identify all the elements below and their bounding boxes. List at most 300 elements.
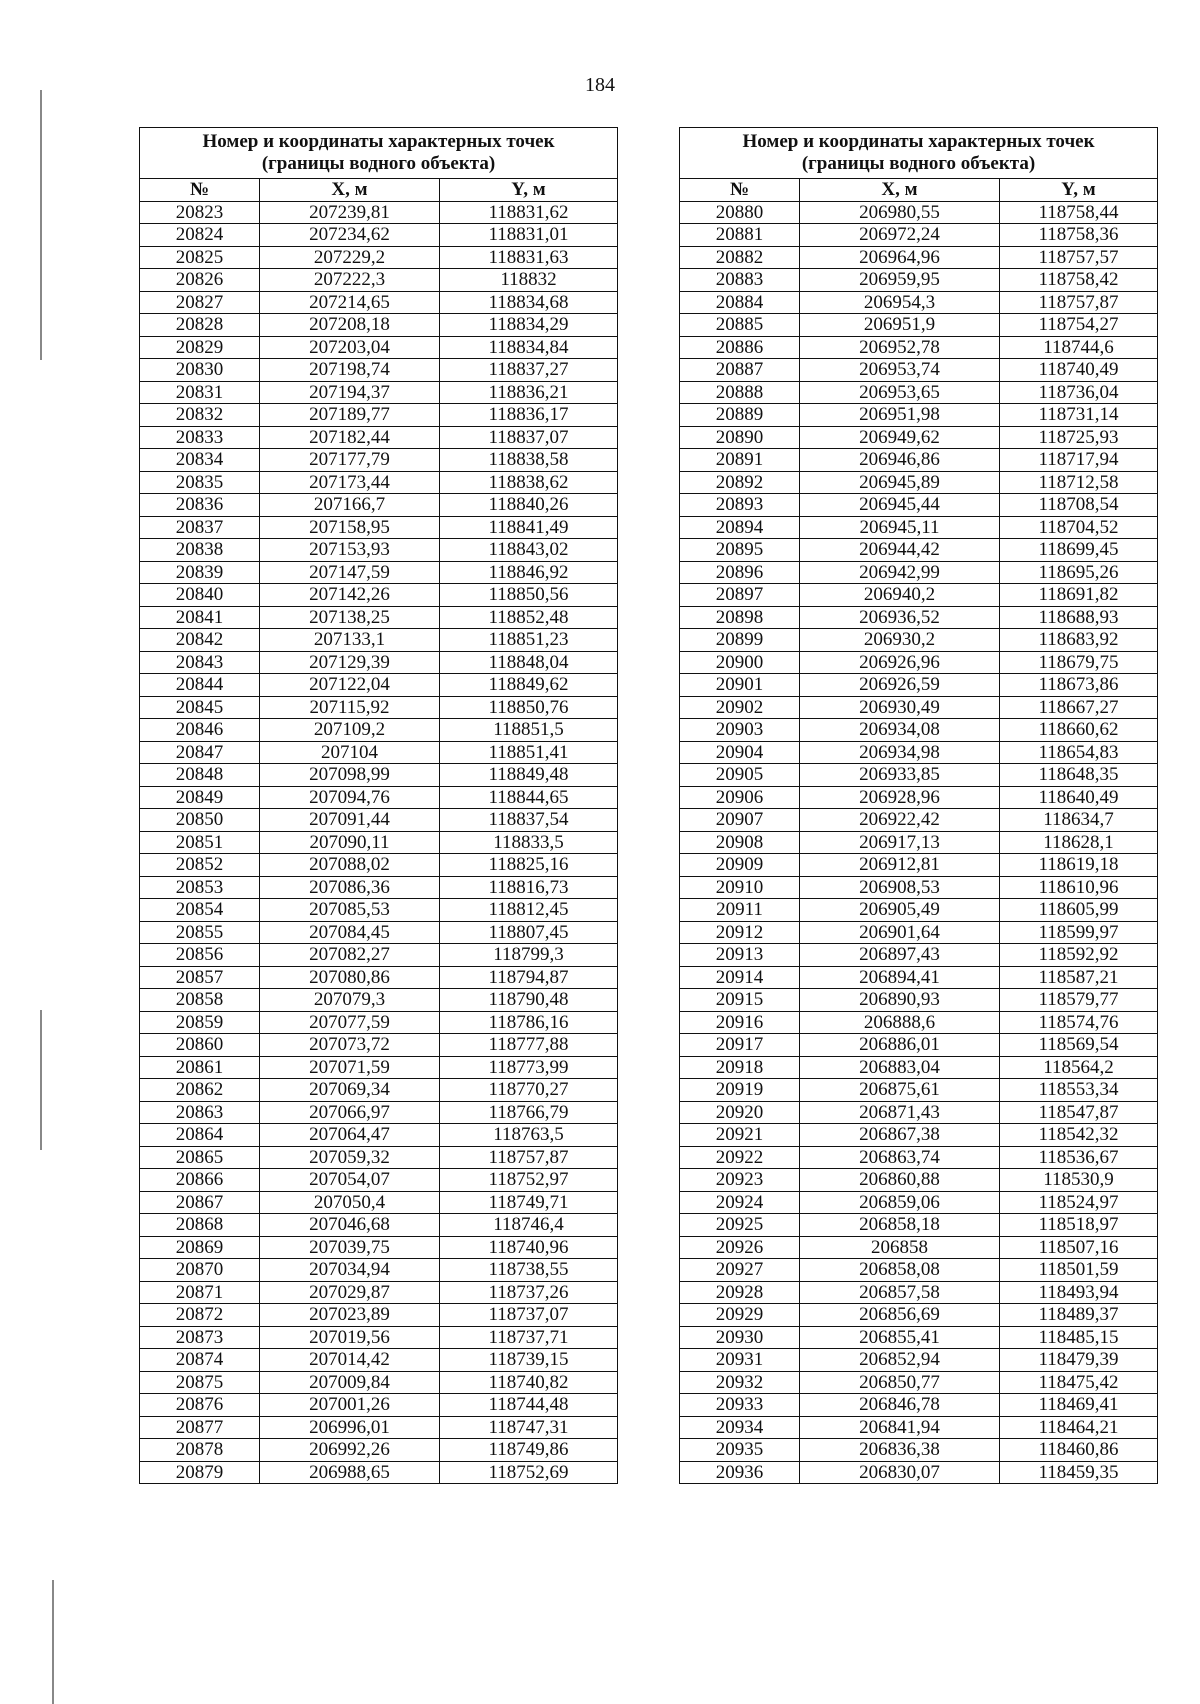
cell-y-coordinate: 118479,39 [1000, 1349, 1158, 1372]
cell-x-coordinate: 207039,75 [260, 1236, 440, 1259]
cell-point-number: 20846 [140, 719, 260, 742]
cell-y-coordinate: 118831,01 [440, 224, 618, 247]
cell-point-number: 20886 [680, 336, 800, 359]
cell-point-number: 20909 [680, 854, 800, 877]
cell-y-coordinate: 118850,56 [440, 584, 618, 607]
cell-y-coordinate: 118757,87 [1000, 291, 1158, 314]
cell-y-coordinate: 118757,57 [1000, 246, 1158, 269]
table-row [140, 224, 618, 247]
cell-point-number: 20835 [140, 471, 260, 494]
cell-y-coordinate: 118485,15 [1000, 1326, 1158, 1349]
cell-x-coordinate: 206836,38 [800, 1439, 1000, 1462]
cell-y-coordinate: 118717,94 [1000, 449, 1158, 472]
cell-y-coordinate: 118530,9 [1000, 1169, 1158, 1192]
cell-point-number: 20900 [680, 651, 800, 674]
cell-point-number: 20851 [140, 831, 260, 854]
cell-x-coordinate: 207153,93 [260, 539, 440, 562]
cell-point-number: 20923 [680, 1169, 800, 1192]
table-row [680, 1259, 1158, 1282]
cell-x-coordinate: 207014,42 [260, 1349, 440, 1372]
cell-y-coordinate: 118834,68 [440, 291, 618, 314]
table-row [680, 426, 1158, 449]
cell-point-number: 20936 [680, 1461, 800, 1484]
cell-point-number: 20837 [140, 516, 260, 539]
cell-x-coordinate: 206856,69 [800, 1304, 1000, 1327]
cell-y-coordinate: 118619,18 [1000, 854, 1158, 877]
table-row [140, 336, 618, 359]
cell-x-coordinate: 206922,42 [800, 809, 1000, 832]
cell-y-coordinate: 118469,41 [1000, 1394, 1158, 1417]
table-row [680, 269, 1158, 292]
cell-y-coordinate: 118493,94 [1000, 1281, 1158, 1304]
table-row [680, 1101, 1158, 1124]
cell-x-coordinate: 206933,85 [800, 764, 1000, 787]
cell-y-coordinate: 118749,86 [440, 1439, 618, 1462]
table-caption [140, 128, 618, 179]
cell-point-number: 20908 [680, 831, 800, 854]
table-row [140, 1011, 618, 1034]
cell-point-number: 20902 [680, 696, 800, 719]
cell-y-coordinate: 118725,93 [1000, 426, 1158, 449]
cell-y-coordinate: 118740,96 [440, 1236, 618, 1259]
cell-x-coordinate: 207138,25 [260, 606, 440, 629]
cell-x-coordinate: 206949,62 [800, 426, 1000, 449]
table-row [680, 1281, 1158, 1304]
column-header-x: X, м [800, 179, 1000, 202]
cell-point-number: 20860 [140, 1034, 260, 1057]
table-row [680, 719, 1158, 742]
cell-y-coordinate: 118731,14 [1000, 404, 1158, 427]
cell-point-number: 20880 [680, 201, 800, 224]
cell-x-coordinate: 206860,88 [800, 1169, 1000, 1192]
table-row [680, 1056, 1158, 1079]
cell-point-number: 20866 [140, 1169, 260, 1192]
cell-x-coordinate: 207080,86 [260, 966, 440, 989]
cell-x-coordinate: 207158,95 [260, 516, 440, 539]
cell-x-coordinate: 206940,2 [800, 584, 1000, 607]
cell-x-coordinate: 206841,94 [800, 1416, 1000, 1439]
cell-point-number: 20852 [140, 854, 260, 877]
cell-y-coordinate: 118758,36 [1000, 224, 1158, 247]
cell-point-number: 20911 [680, 899, 800, 922]
cell-point-number: 20889 [680, 404, 800, 427]
table-row [140, 1394, 618, 1417]
cell-y-coordinate: 118843,02 [440, 539, 618, 562]
table-row [140, 1439, 618, 1462]
cell-x-coordinate: 207085,53 [260, 899, 440, 922]
table-caption-line2: (границы водного объекта) [801, 153, 1036, 174]
cell-point-number: 20850 [140, 809, 260, 832]
table-body [140, 201, 618, 1484]
cell-x-coordinate: 207073,72 [260, 1034, 440, 1057]
cell-point-number: 20885 [680, 314, 800, 337]
cell-y-coordinate: 118758,42 [1000, 269, 1158, 292]
cell-y-coordinate: 118542,32 [1000, 1124, 1158, 1147]
cell-x-coordinate: 207054,07 [260, 1169, 440, 1192]
cell-y-coordinate: 118841,49 [440, 516, 618, 539]
cell-y-coordinate: 118831,62 [440, 201, 618, 224]
table-row [680, 696, 1158, 719]
cell-y-coordinate: 118599,97 [1000, 921, 1158, 944]
cell-x-coordinate: 207129,39 [260, 651, 440, 674]
cell-y-coordinate: 118752,97 [440, 1169, 618, 1192]
cell-x-coordinate: 206897,43 [800, 944, 1000, 967]
table-row [680, 539, 1158, 562]
cell-point-number: 20859 [140, 1011, 260, 1034]
cell-point-number: 20884 [680, 291, 800, 314]
cell-x-coordinate: 206964,96 [800, 246, 1000, 269]
cell-point-number: 20833 [140, 426, 260, 449]
cell-point-number: 20853 [140, 876, 260, 899]
table-row [680, 1304, 1158, 1327]
cell-point-number: 20934 [680, 1416, 800, 1439]
cell-x-coordinate: 207109,2 [260, 719, 440, 742]
cell-point-number: 20921 [680, 1124, 800, 1147]
cell-y-coordinate: 118667,27 [1000, 696, 1158, 719]
cell-y-coordinate: 118851,23 [440, 629, 618, 652]
cell-point-number: 20827 [140, 291, 260, 314]
cell-y-coordinate: 118744,48 [440, 1394, 618, 1417]
cell-point-number: 20913 [680, 944, 800, 967]
cell-point-number: 20926 [680, 1236, 800, 1259]
table-row [680, 899, 1158, 922]
table-row [680, 854, 1158, 877]
cell-point-number: 20877 [140, 1416, 260, 1439]
table-row [680, 1394, 1158, 1417]
table-row [680, 291, 1158, 314]
cell-x-coordinate: 206905,49 [800, 899, 1000, 922]
cell-x-coordinate: 206863,74 [800, 1146, 1000, 1169]
cell-x-coordinate: 206934,98 [800, 741, 1000, 764]
table-row [680, 246, 1158, 269]
cell-y-coordinate: 118846,92 [440, 561, 618, 584]
cell-point-number: 20824 [140, 224, 260, 247]
cell-point-number: 20856 [140, 944, 260, 967]
cell-x-coordinate: 207019,56 [260, 1326, 440, 1349]
cell-x-coordinate: 206908,53 [800, 876, 1000, 899]
table-row [140, 1191, 618, 1214]
cell-point-number: 20864 [140, 1124, 260, 1147]
cell-x-coordinate: 206959,95 [800, 269, 1000, 292]
cell-point-number: 20857 [140, 966, 260, 989]
table-row [680, 516, 1158, 539]
cell-y-coordinate: 118547,87 [1000, 1101, 1158, 1124]
cell-point-number: 20870 [140, 1259, 260, 1282]
cell-y-coordinate: 118464,21 [1000, 1416, 1158, 1439]
cell-y-coordinate: 118838,62 [440, 471, 618, 494]
cell-x-coordinate: 206830,07 [800, 1461, 1000, 1484]
table-row [140, 966, 618, 989]
table-row [140, 201, 618, 224]
cell-x-coordinate: 206951,9 [800, 314, 1000, 337]
cell-point-number: 20855 [140, 921, 260, 944]
table-row [680, 1461, 1158, 1484]
table-caption-line1: Номер и координаты характерных точек [742, 131, 1095, 152]
cell-x-coordinate: 206928,96 [800, 786, 1000, 809]
cell-y-coordinate: 118851,5 [440, 719, 618, 742]
table-row [140, 651, 618, 674]
cell-point-number: 20881 [680, 224, 800, 247]
table-row [140, 381, 618, 404]
cell-x-coordinate: 207071,59 [260, 1056, 440, 1079]
table-row [680, 404, 1158, 427]
scan-margin-line [40, 1010, 42, 1150]
cell-x-coordinate: 206944,42 [800, 539, 1000, 562]
table-row [140, 269, 618, 292]
cell-point-number: 20920 [680, 1101, 800, 1124]
table-row [140, 584, 618, 607]
cell-y-coordinate: 118579,77 [1000, 989, 1158, 1012]
cell-y-coordinate: 118786,16 [440, 1011, 618, 1034]
cell-point-number: 20842 [140, 629, 260, 652]
cell-y-coordinate: 118744,6 [1000, 336, 1158, 359]
table-row [140, 1416, 618, 1439]
table-row [680, 224, 1158, 247]
table-row [140, 1214, 618, 1237]
cell-x-coordinate: 207046,68 [260, 1214, 440, 1237]
cell-y-coordinate: 118738,55 [440, 1259, 618, 1282]
table-row [140, 854, 618, 877]
table-row [680, 809, 1158, 832]
table-row [140, 471, 618, 494]
table-row [140, 1259, 618, 1282]
column-header-number: № [140, 179, 260, 202]
cell-x-coordinate: 206952,78 [800, 336, 1000, 359]
table-row [140, 674, 618, 697]
cell-x-coordinate: 207050,4 [260, 1191, 440, 1214]
cell-point-number: 20888 [680, 381, 800, 404]
cell-point-number: 20847 [140, 741, 260, 764]
table-body [680, 201, 1158, 1484]
cell-y-coordinate: 118773,99 [440, 1056, 618, 1079]
cell-point-number: 20865 [140, 1146, 260, 1169]
table-row [140, 291, 618, 314]
cell-y-coordinate: 118850,76 [440, 696, 618, 719]
cell-point-number: 20915 [680, 989, 800, 1012]
table-row [680, 584, 1158, 607]
cell-x-coordinate: 206953,65 [800, 381, 1000, 404]
table-row [680, 989, 1158, 1012]
cell-point-number: 20914 [680, 966, 800, 989]
cell-point-number: 20829 [140, 336, 260, 359]
cell-y-coordinate: 118507,16 [1000, 1236, 1158, 1259]
cell-y-coordinate: 118679,75 [1000, 651, 1158, 674]
table-row [140, 899, 618, 922]
scan-margin-line [52, 1580, 54, 1704]
cell-x-coordinate: 206926,96 [800, 651, 1000, 674]
cell-x-coordinate: 206850,77 [800, 1371, 1000, 1394]
cell-x-coordinate: 207189,77 [260, 404, 440, 427]
table-row [680, 741, 1158, 764]
table-row [680, 1124, 1158, 1147]
cell-x-coordinate: 206996,01 [260, 1416, 440, 1439]
table-row [140, 606, 618, 629]
cell-x-coordinate: 206871,43 [800, 1101, 1000, 1124]
table-row [140, 404, 618, 427]
cell-y-coordinate: 118739,15 [440, 1349, 618, 1372]
cell-x-coordinate: 207090,11 [260, 831, 440, 854]
cell-y-coordinate: 118837,54 [440, 809, 618, 832]
cell-y-coordinate: 118708,54 [1000, 494, 1158, 517]
table-caption-line1: Номер и координаты характерных точек [202, 131, 555, 152]
cell-point-number: 20893 [680, 494, 800, 517]
table-row [140, 1169, 618, 1192]
cell-y-coordinate: 118816,73 [440, 876, 618, 899]
cell-x-coordinate: 206857,58 [800, 1281, 1000, 1304]
cell-x-coordinate: 207133,1 [260, 629, 440, 652]
table-row [680, 1326, 1158, 1349]
cell-point-number: 20879 [140, 1461, 260, 1484]
cell-x-coordinate: 206883,04 [800, 1056, 1000, 1079]
cell-x-coordinate: 207086,36 [260, 876, 440, 899]
table-row [680, 606, 1158, 629]
cell-point-number: 20876 [140, 1394, 260, 1417]
cell-y-coordinate: 118837,07 [440, 426, 618, 449]
cell-x-coordinate: 207182,44 [260, 426, 440, 449]
cell-y-coordinate: 118832 [440, 269, 618, 292]
cell-y-coordinate: 118691,82 [1000, 584, 1158, 607]
cell-y-coordinate: 118712,58 [1000, 471, 1158, 494]
cell-x-coordinate: 206934,08 [800, 719, 1000, 742]
cell-point-number: 20927 [680, 1259, 800, 1282]
cell-point-number: 20836 [140, 494, 260, 517]
cell-x-coordinate: 207029,87 [260, 1281, 440, 1304]
cell-x-coordinate: 207104 [260, 741, 440, 764]
cell-point-number: 20840 [140, 584, 260, 607]
cell-x-coordinate: 207098,99 [260, 764, 440, 787]
table-row [680, 381, 1158, 404]
cell-point-number: 20890 [680, 426, 800, 449]
table-row [140, 1056, 618, 1079]
cell-y-coordinate: 118564,2 [1000, 1056, 1158, 1079]
cell-x-coordinate: 207066,97 [260, 1101, 440, 1124]
cell-x-coordinate: 207142,26 [260, 584, 440, 607]
cell-y-coordinate: 118766,79 [440, 1101, 618, 1124]
cell-point-number: 20863 [140, 1101, 260, 1124]
cell-y-coordinate: 118475,42 [1000, 1371, 1158, 1394]
cell-x-coordinate: 207122,04 [260, 674, 440, 697]
cell-y-coordinate: 118737,71 [440, 1326, 618, 1349]
cell-point-number: 20933 [680, 1394, 800, 1417]
cell-point-number: 20929 [680, 1304, 800, 1327]
cell-point-number: 20935 [680, 1439, 800, 1462]
cell-point-number: 20838 [140, 539, 260, 562]
cell-x-coordinate: 206936,52 [800, 606, 1000, 629]
table-row [680, 674, 1158, 697]
cell-x-coordinate: 207222,3 [260, 269, 440, 292]
cell-x-coordinate: 207115,92 [260, 696, 440, 719]
coordinates-table-left [139, 127, 618, 1484]
table-row [680, 494, 1158, 517]
cell-y-coordinate: 118740,82 [440, 1371, 618, 1394]
cell-x-coordinate: 206930,2 [800, 629, 1000, 652]
cell-x-coordinate: 206926,59 [800, 674, 1000, 697]
cell-point-number: 20924 [680, 1191, 800, 1214]
table-row [140, 426, 618, 449]
table-row [140, 809, 618, 832]
cell-y-coordinate: 118840,26 [440, 494, 618, 517]
cell-y-coordinate: 118683,92 [1000, 629, 1158, 652]
cell-x-coordinate: 206951,98 [800, 404, 1000, 427]
cell-y-coordinate: 118699,45 [1000, 539, 1158, 562]
table-row [680, 1439, 1158, 1462]
cell-y-coordinate: 118849,48 [440, 764, 618, 787]
cell-point-number: 20874 [140, 1349, 260, 1372]
cell-y-coordinate: 118634,7 [1000, 809, 1158, 832]
cell-point-number: 20867 [140, 1191, 260, 1214]
cell-x-coordinate: 206912,81 [800, 854, 1000, 877]
cell-x-coordinate: 207239,81 [260, 201, 440, 224]
cell-point-number: 20899 [680, 629, 800, 652]
cell-x-coordinate: 206859,06 [800, 1191, 1000, 1214]
cell-y-coordinate: 118459,35 [1000, 1461, 1158, 1484]
table-row [680, 1191, 1158, 1214]
table-row [140, 359, 618, 382]
table-row [140, 314, 618, 337]
table-row [680, 921, 1158, 944]
cell-point-number: 20906 [680, 786, 800, 809]
table-row [140, 831, 618, 854]
cell-point-number: 20834 [140, 449, 260, 472]
cell-x-coordinate: 207034,94 [260, 1259, 440, 1282]
cell-y-coordinate: 118754,27 [1000, 314, 1158, 337]
cell-point-number: 20869 [140, 1236, 260, 1259]
cell-x-coordinate: 207023,89 [260, 1304, 440, 1327]
cell-y-coordinate: 118654,83 [1000, 741, 1158, 764]
cell-y-coordinate: 118587,21 [1000, 966, 1158, 989]
cell-x-coordinate: 206890,93 [800, 989, 1000, 1012]
cell-y-coordinate: 118628,1 [1000, 831, 1158, 854]
cell-x-coordinate: 206858 [800, 1236, 1000, 1259]
cell-point-number: 20826 [140, 269, 260, 292]
cell-point-number: 20854 [140, 899, 260, 922]
cell-x-coordinate: 206953,74 [800, 359, 1000, 382]
cell-point-number: 20916 [680, 1011, 800, 1034]
table-caption-line2: (границы водного объекта) [261, 153, 496, 174]
table-row [140, 561, 618, 584]
cell-x-coordinate: 206852,94 [800, 1349, 1000, 1372]
table-row [680, 831, 1158, 854]
cell-y-coordinate: 118837,27 [440, 359, 618, 382]
cell-y-coordinate: 118752,69 [440, 1461, 618, 1484]
cell-x-coordinate: 207214,65 [260, 291, 440, 314]
cell-point-number: 20932 [680, 1371, 800, 1394]
table-row [680, 876, 1158, 899]
table-row [680, 201, 1158, 224]
cell-x-coordinate: 207088,02 [260, 854, 440, 877]
cell-point-number: 20858 [140, 989, 260, 1012]
cell-y-coordinate: 118640,49 [1000, 786, 1158, 809]
table-row [680, 629, 1158, 652]
cell-y-coordinate: 118833,5 [440, 831, 618, 854]
cell-point-number: 20841 [140, 606, 260, 629]
cell-y-coordinate: 118489,37 [1000, 1304, 1158, 1327]
cell-x-coordinate: 207147,59 [260, 561, 440, 584]
cell-x-coordinate: 206888,6 [800, 1011, 1000, 1034]
cell-x-coordinate: 206901,64 [800, 921, 1000, 944]
cell-x-coordinate: 207177,79 [260, 449, 440, 472]
table-row [680, 1011, 1158, 1034]
table-row [680, 1236, 1158, 1259]
cell-y-coordinate: 118524,97 [1000, 1191, 1158, 1214]
table-row [680, 1349, 1158, 1372]
cell-point-number: 20918 [680, 1056, 800, 1079]
cell-x-coordinate: 206945,11 [800, 516, 1000, 539]
cell-x-coordinate: 207001,26 [260, 1394, 440, 1417]
cell-y-coordinate: 118834,84 [440, 336, 618, 359]
table-row [680, 359, 1158, 382]
cell-y-coordinate: 118660,62 [1000, 719, 1158, 742]
